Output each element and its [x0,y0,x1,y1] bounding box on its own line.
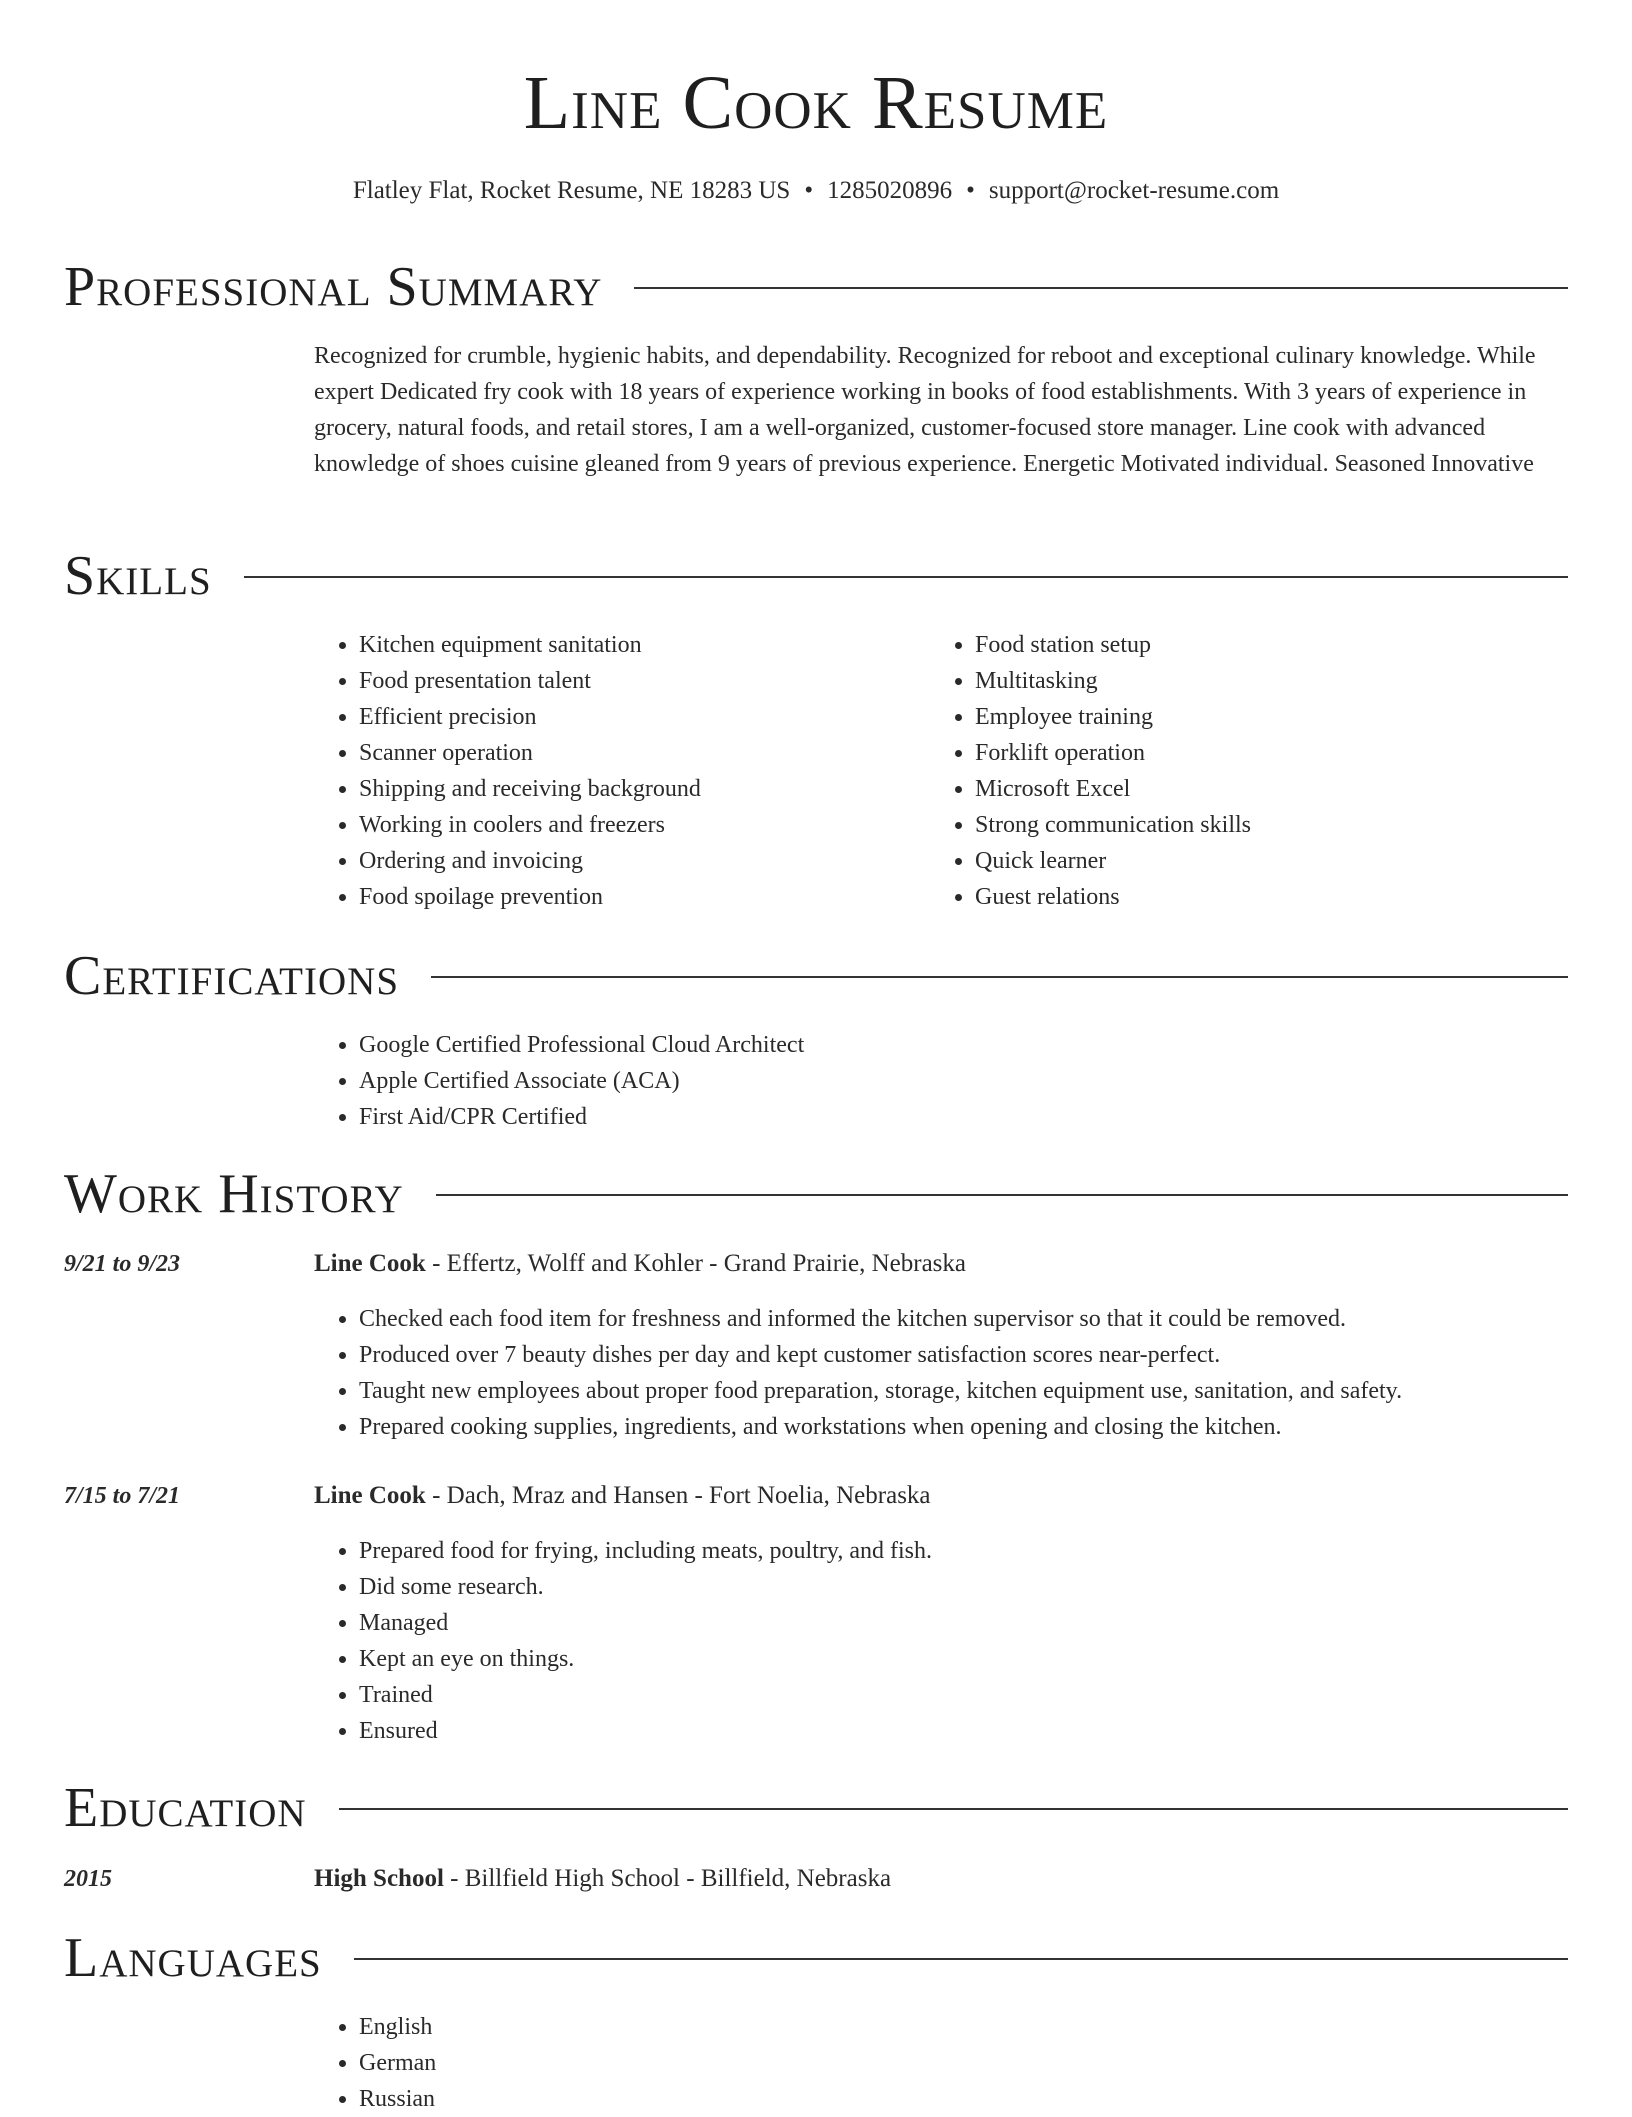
job-duty-item: • Trained [359,1677,1568,1713]
section-header-certifications [64,943,1568,1009]
section-header-summary [64,254,1568,320]
skill-item: • Efficient precision [359,699,701,735]
skill-item: • Ordering and invoicing [359,843,701,879]
job-duty-item: • Kept an eye on things. [359,1641,1568,1677]
job-duty-item: • Taught new employees about proper food preparation, storage, kitchen equipment use, sanitation, and safety. [359,1373,1568,1409]
skill-item: • Quick learner [975,843,1251,879]
job-duties [314,1533,1568,1749]
job-duty-item: • Did some research. [359,1569,1568,1605]
section-title-summary: Professional Summary [64,256,603,318]
section-header-education [64,1775,1568,1841]
job-title-line [314,1246,966,1282]
section-divider [431,976,1568,978]
section-title-work-history: Work History [64,1163,404,1225]
contact-address: Flatley Flat, Rocket Resume, NE 18283 US [352,177,791,204]
job-role: Line Cook [314,1250,426,1277]
education-line [314,1861,891,1897]
skills-column-right [930,627,1251,915]
job-employer: - Effertz, Wolff and Kohler - Grand Prairie, Nebraska [425,1250,966,1277]
job-employer: - Dach, Mraz and Hansen - Fort Noelia, Nebraska [425,1482,931,1509]
section-title-certifications: Certifications [64,945,400,1007]
languages-list [314,2009,1568,2117]
job-duty-item: • Managed [359,1605,1568,1641]
section-title-education: Education [64,1777,307,1839]
skill-item: • Working in coolers and freezers [359,807,701,843]
section-divider [339,1808,1568,1810]
section-header-languages [64,1925,1568,1991]
section-divider [354,1958,1568,1960]
section-header-skills [64,543,1568,609]
skills-list [314,627,1568,927]
section-divider [634,287,1568,289]
job-duty-item: • Ensured [359,1713,1568,1749]
job-duty-item: • Produced over 7 beauty dishes per day and kept customer satisfaction scores near-perfect. [359,1337,1568,1373]
section-divider [244,576,1568,578]
section-header-work-history [64,1161,1568,1227]
skill-item: • Kitchen equipment sanitation [359,627,701,663]
job-title-line [314,1478,931,1514]
language-item: • German [359,2045,1568,2081]
job-duty-item: • Checked each food item for freshness and informed the kitchen supervisor so that it could be removed. [359,1301,1568,1337]
certification-item: • First Aid/CPR Certified [359,1099,1568,1135]
section-title-languages: Languages [64,1927,322,1989]
contact-phone: 1285020896 [827,177,953,204]
skill-item: • Food spoilage prevention [359,879,701,915]
language-item: • Russian [359,2081,1568,2117]
skill-item: • Food station setup [975,627,1251,663]
skill-item: • Forklift operation [975,735,1251,771]
skill-item: • Employee training [975,699,1251,735]
job-dates: 9/21 to 9/23 [64,1251,181,1277]
certification-item: • Apple Certified Associate (ACA) [359,1063,1568,1099]
contact-separator: • [966,177,975,204]
job-duty-item: • Prepared food for frying, including meats, poultry, and fish. [359,1533,1568,1569]
resume-title: Line Cook Resume [523,61,1109,145]
education-year: 2015 [64,1866,112,1892]
job-dates: 7/15 to 7/21 [64,1483,181,1509]
section-divider [436,1194,1568,1196]
skill-item: • Food presentation talent [359,663,701,699]
skill-item: • Multitasking [975,663,1251,699]
skill-item: • Scanner operation [359,735,701,771]
skill-item: • Microsoft Excel [975,771,1251,807]
job-duty-item: • Prepared cooking supplies, ingredients, and workstations when opening and closing the kitchen. [359,1409,1568,1445]
education-school: - Billfield High School - Billfield, Nebraska [443,1865,892,1892]
job-role: Line Cook [314,1482,426,1509]
language-item: • English [359,2009,1568,2045]
contact-email[interactable]: support@rocket-resume.com [988,177,1280,204]
contact-separator: • [804,177,814,204]
skill-item: • Shipping and receiving background [359,771,701,807]
skills-column-left [314,627,701,915]
skill-item: • Guest relations [975,879,1251,915]
certifications-list [314,1027,1568,1135]
contact-line [0,174,1632,208]
summary-text: Recognized for crumble, hygienic habits, and dependability. Recognized for reboot and exceptional culinary knowledge. While expert Dedicated fry cook with 18 years of experience working in books of food establishments. With 3 years of experience in grocery, natural foods, and retail stores, I am a well-organized, customer-focused store manager. Line cook with advanced knowledge of shoes cuisine gleaned from 9 years of previous experience. Energetic Motivated individual. Seasoned Innovative [314,343,1536,477]
education-degree: High School [314,1865,444,1892]
certification-item: • Google Certified Professional Cloud Architect [359,1027,1568,1063]
section-title-skills: Skills [64,545,212,607]
skill-item: • Strong communication skills [975,807,1251,843]
job-duties [314,1301,1568,1445]
